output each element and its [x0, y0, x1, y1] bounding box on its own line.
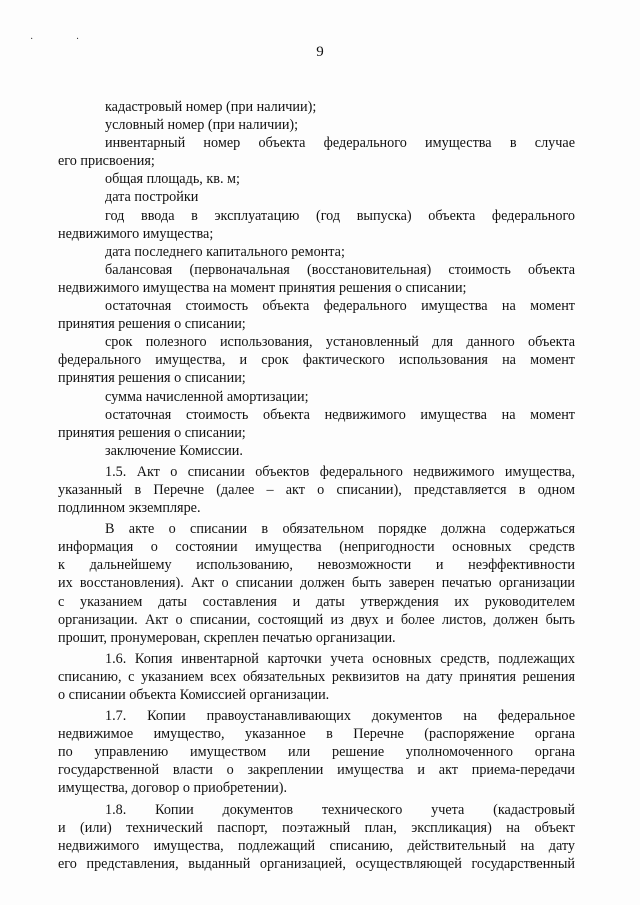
text-line: к дальнейшему использованию, невозможности и неэффективности: [58, 557, 575, 574]
text-line: и (или) технический паспорт, поэтажный план, экспликация) на объект: [58, 819, 575, 836]
text-line: их восстановления). Акт о списании должен быть заверен печатью организации: [58, 575, 575, 592]
text-line: 1.5. Акт о списании объектов федерального недвижимого имущества,: [105, 463, 575, 480]
text-line: указанный в Перечне (далее – акт о списании), представляется в одном: [58, 481, 575, 498]
text-line: остаточная стоимость объекта федерального имущества на момент: [105, 298, 575, 315]
text-line: имущества, договор о приобретении).: [58, 780, 288, 797]
text-line: списанию, с указанием всех обязательных реквизитов на дату принятия решения: [58, 668, 575, 685]
text-line: принятия решения о списании;: [58, 424, 246, 441]
text-line: принятия решения о списании;: [58, 316, 246, 333]
text-line: заключение Комиссии.: [105, 442, 243, 459]
text-line: недвижимого имущества;: [58, 225, 214, 242]
text-line: год ввода в эксплуатацию (год выпуска) объекта федерального: [105, 207, 575, 224]
text-line: прошит, пронумерован, скреплен печатью организации.: [58, 629, 396, 646]
text-line: информация о состоянии имущества (непригодности основных средств: [58, 539, 575, 556]
text-line: организации. Акт о списании, состоящий из двух и более листов, должен быть: [58, 611, 575, 628]
text-line: 1.8. Копии документов технического учета (кадастровый: [105, 801, 575, 818]
text-line: с указанием даты составления и даты утверждения их руководителем: [58, 593, 575, 610]
text-line: В акте о списании в обязательном порядке должна содержаться: [105, 521, 575, 538]
text-line: недвижимое имущество, указанное в Перечне (распоряжение органа: [58, 726, 575, 743]
text-line: 1.6. Копия инвентарной карточки учета основных средств, подлежащих: [105, 650, 575, 667]
text-line: подлинном экземпляре.: [58, 500, 201, 517]
text-line: общая площадь, кв. м;: [105, 171, 240, 188]
text-line: дата последнего капитального ремонта;: [105, 243, 345, 260]
text-line: государственной власти о закреплении имущества и акт приема-передачи: [58, 762, 575, 779]
text-line: сумма начисленной амортизации;: [105, 388, 309, 405]
text-line: инвентарный номер объекта федерального имущества в случае: [105, 135, 575, 152]
text-line: о списании объекта Комиссией организации.: [58, 687, 330, 703]
scan-specks: · ·: [30, 34, 100, 45]
text-line: 1.7. Копии правоустанавливающих документов на федеральное: [105, 708, 575, 725]
text-line: недвижимого имущества на момент принятия решения о списании;: [58, 279, 467, 296]
text-line: остаточная стоимость объекта недвижимого имущества на момент: [105, 406, 575, 423]
document-body: [58, 98, 575, 873]
text-line: дата постройки: [105, 189, 199, 206]
page-number: 9: [316, 44, 324, 60]
text-line: балансовая (первоначальная (восстановительная) стоимость объекта: [105, 261, 575, 278]
text-line: кадастровый номер (при наличии);: [105, 99, 317, 115]
text-line: его представления, выданный организацией, осуществляющей государственный: [58, 855, 575, 872]
text-line: условный номер (при наличии);: [105, 117, 299, 134]
text-line: недвижимого имущества, подлежащий списанию, действительный на дату: [58, 837, 575, 854]
text-line: федерального имущества, и срок фактического использования на момент: [58, 352, 575, 369]
text-line: по управлению имуществом или решение уполномоченного органа: [58, 744, 575, 761]
text-line: принятия решения о списании;: [58, 370, 246, 387]
text-line: срок полезного использования, установленный для данного объекта: [105, 334, 575, 351]
text-line: его присвоения;: [58, 153, 155, 170]
